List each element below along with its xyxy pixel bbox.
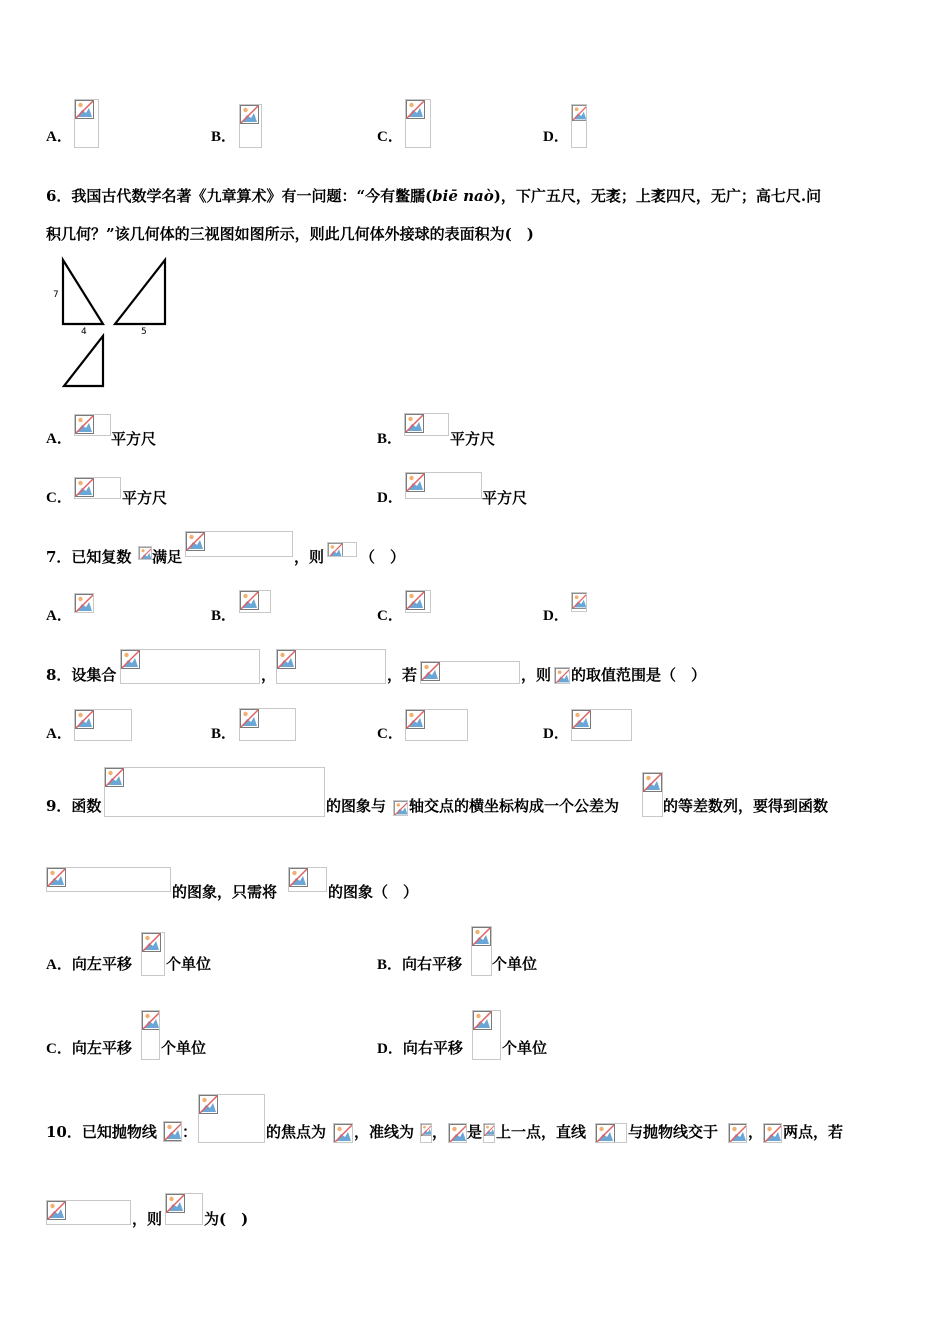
top-view-triangle [64,336,103,386]
q10-text-h: 与抛物线交于 [628,1123,719,1141]
q9-image-target-function [46,867,171,892]
q10-image-point-p [448,1123,467,1143]
q10-text-c: 的焦点为 [266,1123,327,1141]
q9-option-d[interactable]: D．向右平移 [377,1039,463,1057]
q10-image-focus [333,1123,353,1143]
q9-option-d-image [472,1010,501,1060]
q8-image-param [554,667,570,684]
q8-text-d: 的取值范围是（ ） [571,666,707,684]
q10-image-c [163,1121,182,1142]
q10-image-point-n [763,1123,782,1143]
q6-option-b-image [404,413,449,436]
q8-option-b-label[interactable]: B． [211,726,237,742]
q6-stem-line1: 6．我国古代数学名著《九章算术》有一问题：“今有鳖臑(biē naò)，下广五尺，无袤；上袤四尺，无广；高七尺.问 [46,187,822,205]
q7-text-b: 满足 [152,548,183,566]
q7-text-a: 7．已知复数 [46,548,132,566]
q9-image-axis [393,800,408,816]
q10-text-e: ， [432,1123,448,1141]
q6-option-a-label[interactable]: A． [46,431,72,447]
q8-image-condition [420,661,520,684]
q9-option-d-suffix: 个单位 [502,1039,548,1057]
q7-text-c: ，则 [294,548,325,566]
q8-text-b: ，若 [387,666,418,684]
q10-text-i: ， [748,1123,764,1141]
q6-option-c-image [74,477,121,499]
q7-option-a-label[interactable]: A． [46,608,72,624]
q6-option-d-unit: 平方尺 [482,489,528,507]
q10-image-line-l [483,1123,495,1143]
q9-option-c-suffix: 个单位 [161,1039,207,1057]
q10-image-line-pf [595,1123,627,1143]
q10-text-a: 10．已知抛物线 [46,1123,157,1141]
q8-option-c-label[interactable]: C． [377,726,403,742]
figure-label-7: 7 [53,290,59,300]
q9-option-c[interactable]: C．向左平移 [46,1039,132,1057]
q5-option-a-image [74,99,99,148]
q10-image-point-m [728,1123,747,1143]
q8-text-a: 8．设集合 [46,666,117,684]
q8-option-c-image [405,709,468,741]
q9-image-function [104,767,325,817]
q7-image-z [138,546,152,560]
q7-option-d-label[interactable]: D． [543,608,569,624]
q10-text-l: 为( ) [204,1210,249,1228]
q9-option-b-suffix: 个单位 [492,955,538,973]
q8-image-set-b [276,649,386,684]
q6-option-a-image [74,414,111,436]
q9-text-a: 9．函数 [46,797,102,815]
q7-option-c-image [405,590,431,613]
q6-option-d-label[interactable]: D． [377,490,403,506]
q6-option-b-label[interactable]: B． [377,431,403,447]
q9-option-a-image [141,932,165,976]
q9-option-b[interactable]: B．向右平移 [377,955,463,973]
q9-image-difference [642,772,663,817]
q8-option-a-label[interactable]: A． [46,726,72,742]
q5-option-c-label[interactable]: C． [377,129,403,145]
q7-option-a-image [74,593,94,613]
q6-option-c-unit: 平方尺 [122,489,168,507]
q7-option-b-image [239,590,271,613]
q9-option-a[interactable]: A．向左平移 [46,955,132,973]
q7-option-b-label[interactable]: B． [211,608,237,624]
q9-option-a-suffix: 个单位 [166,955,212,973]
q10-image-target [165,1193,203,1225]
q9-text-b: 的图象与 [326,797,387,815]
q9-image-source-function [288,867,327,892]
q7-option-d-image [571,592,587,612]
q5-option-d-image [571,104,587,148]
front-view-triangle [63,260,103,324]
q10-text-j: 两点，若 [783,1123,844,1141]
figure-label-5: 5 [141,327,147,337]
q6-option-a-unit: 平方尺 [111,430,157,448]
q9-option-c-image [141,1010,160,1060]
q5-option-b-image [239,104,262,148]
q5-option-d-label[interactable]: D． [543,129,569,145]
q5-option-a-label[interactable]: A． [46,129,72,145]
q7-image-condition [185,531,293,557]
q6-option-d-image [405,472,482,499]
q10-text-f: 是 [467,1123,483,1141]
q10-text-g: 上一点，直线 [496,1123,587,1141]
q8-option-d-label[interactable]: D． [543,726,569,742]
q7-option-c-label[interactable]: C． [377,608,403,624]
q5-option-c-image [405,99,431,148]
q5-option-b-label[interactable]: B． [211,129,237,145]
q8-text-c: ，则 [521,666,552,684]
q8-option-a-image [74,709,132,741]
q10-text-k: ，则 [132,1210,163,1228]
q7-text-d: （ ） [360,548,406,566]
q10-image-directrix [420,1123,432,1143]
q8-image-set-a [120,649,260,684]
q10-text-b: ： [182,1123,198,1141]
q10-text-d: ，准线为 [354,1123,415,1141]
q6-option-b-unit: 平方尺 [450,430,496,448]
q8-option-d-image [571,709,632,741]
q7-image-expr [327,542,357,557]
q9-text-e: 的图象，只需将 [172,883,278,901]
figure-label-4: 4 [81,327,87,337]
q6-stem-line2: 积几何？”该几何体的三视图如图所示，则此几何体外接球的表面积为( ) [46,225,534,243]
q9-text-f: 的图象（ ） [328,883,419,901]
q9-option-b-image [471,926,492,976]
side-view-triangle [115,260,165,324]
q9-text-d: 的等差数列，要得到函数 [663,797,829,815]
q9-text-c: 轴交点的横坐标构成一个公差为 [409,797,620,815]
q6-option-c-label[interactable]: C． [46,490,72,506]
q10-image-condition [46,1200,131,1225]
three-view-figure [48,254,173,390]
q8-option-b-image [239,708,296,741]
q10-image-equation [198,1094,265,1143]
q8-separator: ， [261,666,277,684]
